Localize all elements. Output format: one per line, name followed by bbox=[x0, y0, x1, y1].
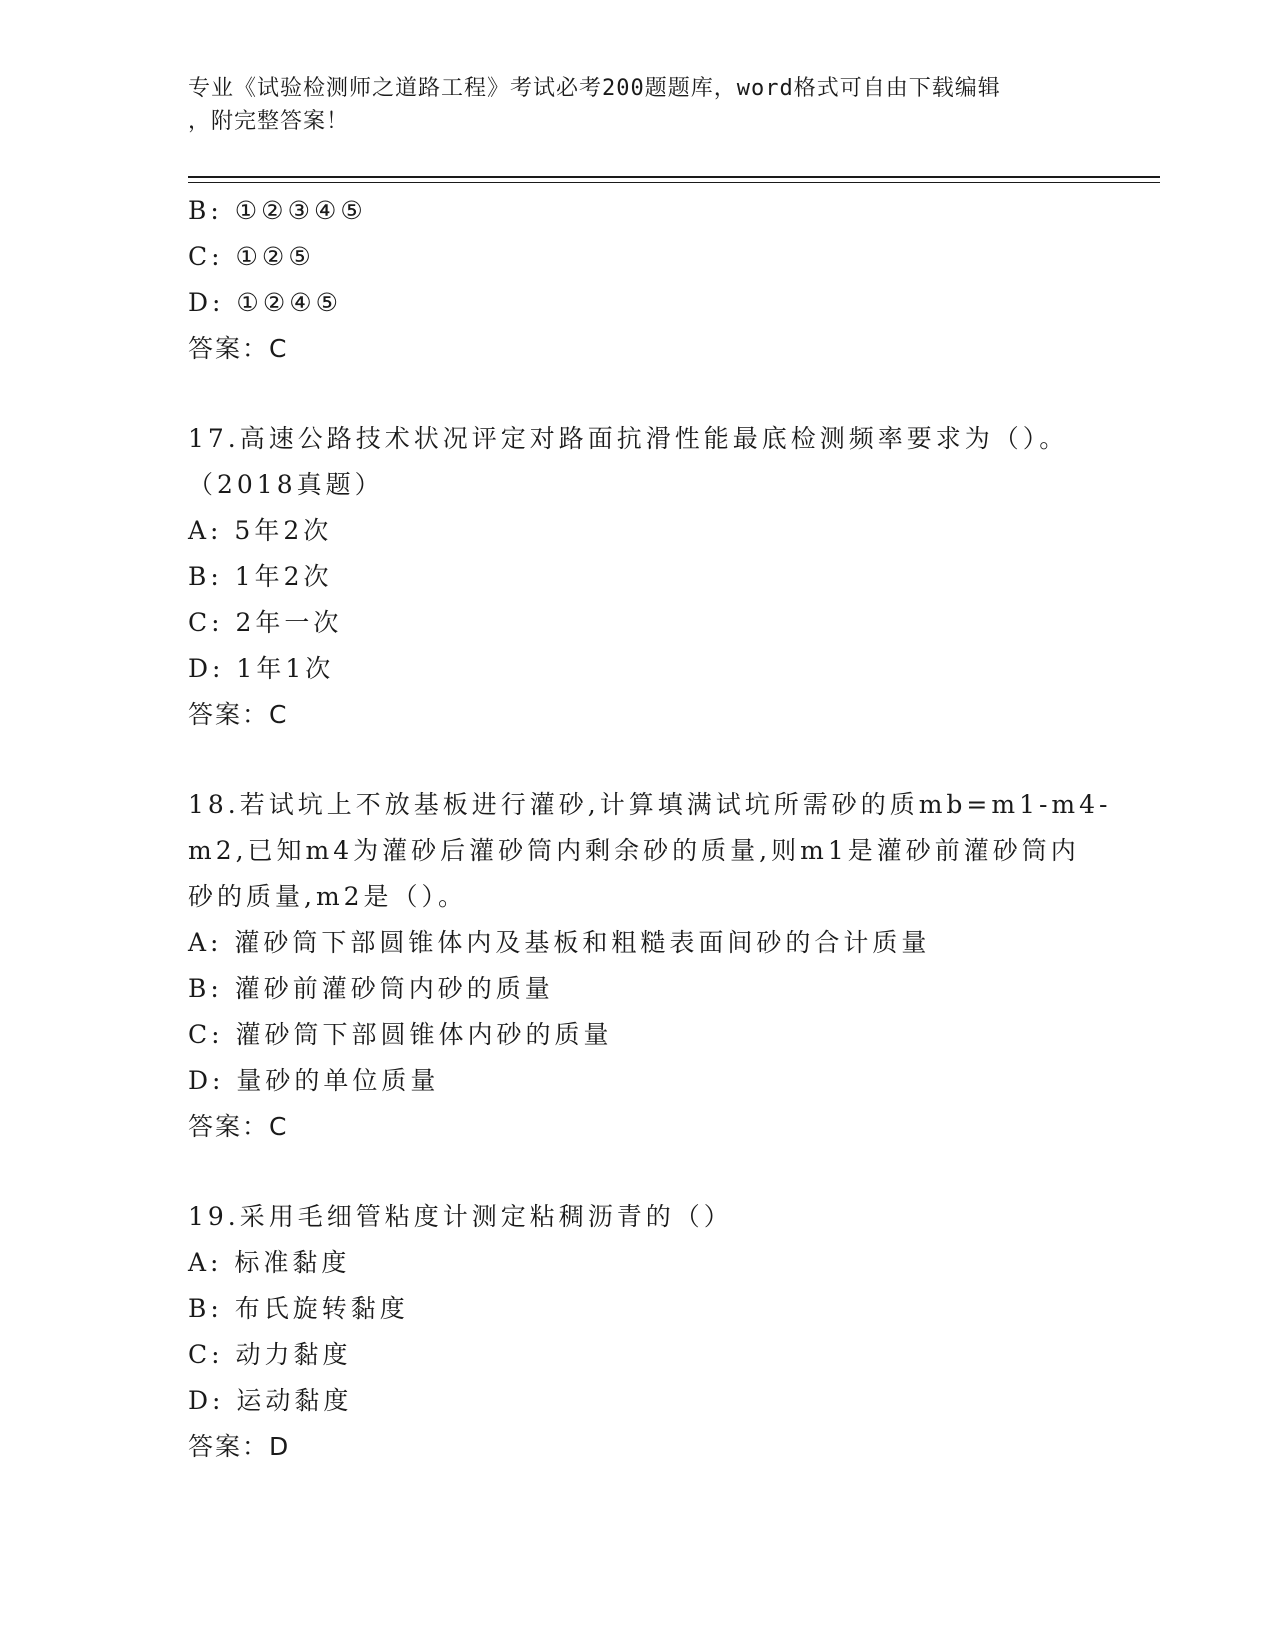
header-title-line-1: 专业《试验检测师之道路工程》考试必考200题题库，word格式可自由下载编辑 bbox=[188, 76, 1001, 101]
option-c: C: 动力黏度 bbox=[188, 1340, 352, 1369]
header-title-line-2: ，附完整答案！ bbox=[188, 109, 350, 134]
header-divider-thin bbox=[188, 182, 1160, 183]
spacer bbox=[188, 1150, 1088, 1194]
option-a: A: 标准黏度 bbox=[188, 1248, 351, 1277]
question-stem: 18.若试坑上不放基板进行灌砂,计算填满试坑所需砂的质mb=m1-m4- bbox=[188, 790, 1112, 819]
option-c: C: ①②⑤ bbox=[188, 242, 315, 271]
answer-line: 答案：C bbox=[188, 334, 289, 363]
option-a: A: 5年2次 bbox=[188, 516, 333, 545]
question-stem: m2,已知m4为灌砂后灌砂筒内剩余砂的质量,则m1是灌砂前灌砂筒内 bbox=[188, 836, 1080, 865]
question-stem: 17.高速公路技术状况评定对路面抗滑性能最底检测频率要求为（）。 bbox=[188, 424, 1069, 453]
answer-line: 答案：C bbox=[188, 700, 289, 729]
option-c: C: 2年一次 bbox=[188, 608, 343, 637]
option-b: B: 1年2次 bbox=[188, 562, 333, 591]
option-d: D: 运动黏度 bbox=[188, 1386, 353, 1415]
option-b: B: ①②③④⑤ bbox=[188, 196, 367, 225]
question-stem: 砂的质量,m2是（）。 bbox=[188, 882, 468, 911]
spacer bbox=[188, 738, 1088, 782]
question-stem: 19.采用毛细管粘度计测定粘稠沥青的（） bbox=[188, 1202, 733, 1231]
answer-line: 答案：D bbox=[188, 1432, 291, 1461]
header-divider-thick bbox=[188, 176, 1160, 178]
option-b: B: 灌砂前灌砂筒内砂的质量 bbox=[188, 974, 554, 1003]
option-d: D: 1年1次 bbox=[188, 654, 335, 683]
question-16 bbox=[188, 188, 1088, 372]
question-stem: （2018真题） bbox=[188, 470, 384, 499]
question-18 bbox=[188, 782, 1112, 1150]
question-list bbox=[188, 188, 1112, 1470]
option-a: A: 灌砂筒下部圆锥体内及基板和粗糙表面间砂的合计质量 bbox=[188, 928, 931, 957]
answer-line: 答案：C bbox=[188, 1112, 289, 1141]
spacer bbox=[188, 372, 1088, 416]
option-d: D: ①②④⑤ bbox=[188, 288, 343, 317]
question-19 bbox=[188, 1194, 1088, 1470]
option-c: C: 灌砂筒下部圆锥体内砂的质量 bbox=[188, 1020, 613, 1049]
document-header bbox=[188, 72, 1068, 138]
option-b: B: 布氏旋转黏度 bbox=[188, 1294, 409, 1323]
option-d: D: 量砂的单位质量 bbox=[188, 1066, 440, 1095]
question-17 bbox=[188, 416, 1088, 738]
